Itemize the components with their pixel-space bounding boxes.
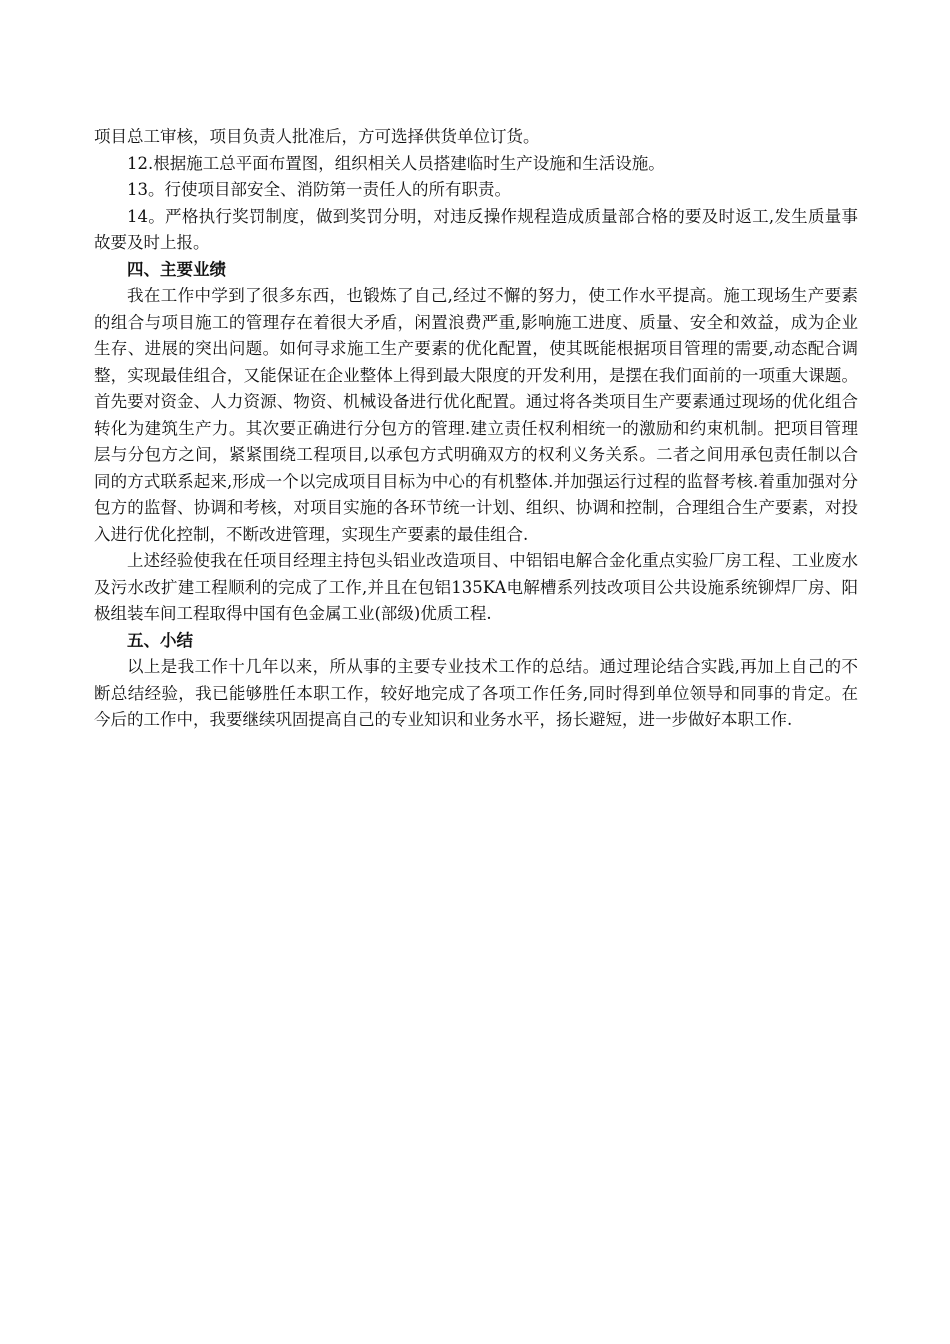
paragraph-item-13: 13。行使项目部安全、消防第一责任人的所有职责。 bbox=[127, 180, 511, 199]
paragraph-item-12: 12.根据施工总平面布置图，组织相关人员搭建临时生产设施和生活设施。 bbox=[127, 153, 665, 173]
section-heading-summary: 五、小结 bbox=[127, 630, 193, 650]
paragraph-approval: 项目总工审核，项目负责人批准后，方可选择供货单位订货。 bbox=[94, 127, 540, 146]
paragraph-summary: 以上是我工作十几年以来，所从事的主要专业技术工作的总结。通过理论结合实践,再加上自己的不断总结经验，我已能够胜任本职工作，较好地完成了各项工作任务,同时得到单位领导和同事的肯定。在今后的工作中，我要继续巩固提高自己的专业知识和业务水平，扬长避短，进一步做好本职工作. bbox=[94, 657, 858, 729]
section-heading-achievements: 四、主要业绩 bbox=[127, 259, 226, 279]
paragraph-item-14: 14。严格执行奖罚制度，做到奖罚分明，对违反操作规程造成质量部合格的要及时返工,发生质量事故要及时上报。 bbox=[94, 206, 858, 252]
paragraph-experience: 上述经验使我在任项目经理主持包头铝业改造项目、中铝铝电解合金化重点实验厂房工程、工业废水及污水改扩建工程顺利的完成了工作,并且在包铝135KA电解槽系列技改项目公共设施系统铆焊厂房、阳极组装车间工程取得中国有色金属工业(部级)优质工程. bbox=[94, 551, 858, 623]
document-body bbox=[94, 124, 858, 734]
paragraph-achievements: 我在工作中学到了很多东西，也锻炼了自己,经过不懈的努力，使工作水平提高。施工现场生产要素的组合与项目施工的管理存在着很大矛盾，闲置浪费严重,影响施工进度、质量、安全和效益，成为企业生存、进展的突出问题。如何寻求施工生产要素的优化配置，使其既能根据项目管理的需要,动态配合调整，实现最佳组合，又能保证在企业整体上得到最大限度的开发利用，是摆在我们面前的一项重大课题。首先要对资金、人力资源、物资、机械设备进行优化配置。通过将各类项目生产要素通过现场的优化组合转化为建筑生产力。其次要正确进行分包方的管理.建立责任权利相统一的激励和约束机制。把项目管理层与分包方之间，紧紧围绕工程项目,以承包方式明确双方的权利义务关系。二者之间用承包责任制以合同的方式联系起来,形成一个以完成项目目标为中心的有机整体.并加强运行过程的监督考核.着重加强对分包方的监督、协调和考核，对项目实施的各环节统一计划、组织、协调和控制，合理组合生产要素，对投入进行优化控制，不断改进管理，实现生产要素的最佳组合. bbox=[94, 286, 858, 544]
